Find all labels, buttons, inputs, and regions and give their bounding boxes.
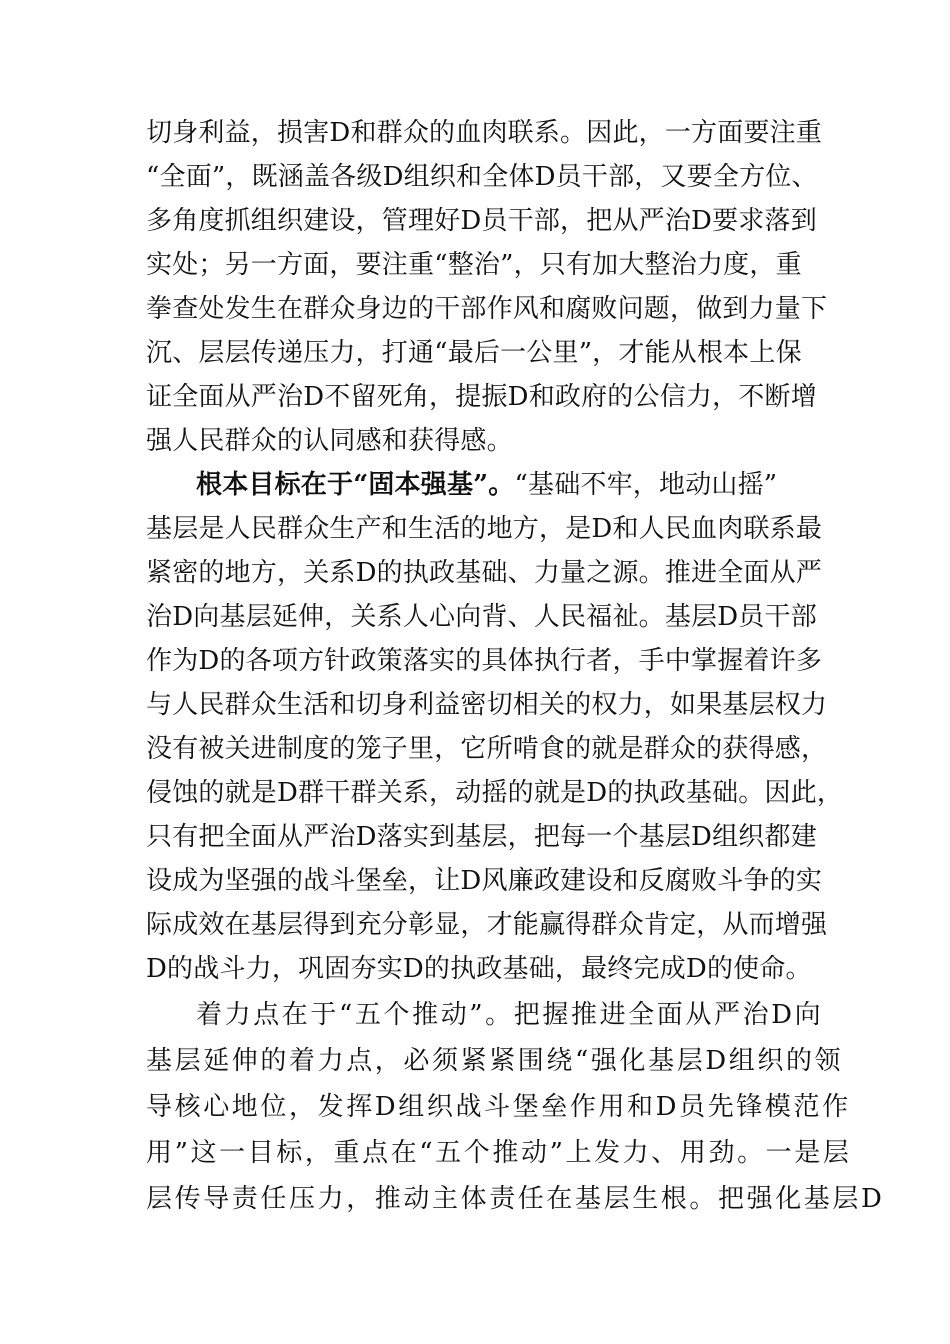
paragraph2-line-3: 紧密的地方，关系D的执政基础、力量之源。推进全面从严 — [146, 558, 823, 588]
paragraph1-line-8: 强人民群众的认同感和获得感。 — [146, 426, 513, 456]
paragraph2-line-8: 侵蚀的就是D群干群关系，动摇的就是D的执政基础。因此， — [146, 778, 844, 808]
paragraph1-line-1: 切身利益，损害D和群众的血肉联系。因此，一方面要注重 — [146, 118, 823, 148]
paragraph2-line-12: D的战斗力，巩固夯实D的执政基础，最终完成D的使命。 — [146, 954, 812, 984]
paragraph1-line-6: 沉、层层传递压力，打通“最后一公里”，才能从根本上保 — [146, 338, 802, 368]
paragraph2-first-line-text: “基础不牢，地动山摇” — [514, 470, 778, 500]
paragraph2-line-11: 际成效在基层得到充分彰显，才能赢得群众肯定，从而增强 — [146, 910, 828, 940]
paragraph3-line-3: 导核心地位，发挥D组织战斗堡垒作用和D员先锋模范作 — [146, 1092, 851, 1122]
paragraph3-line-1: 着力点在于“五个推动”。把握推进全面从严治D向 — [196, 1000, 824, 1030]
paragraph2-line-9: 只有把全面从严治D落实到基层，把每一个基层D组织都建 — [146, 822, 817, 852]
paragraph1-line-5: 拳查处发生在群众身边的干部作风和腐败问题，做到力量下 — [146, 294, 828, 324]
paragraph1-line-3: 多角度抓组织建设，管理好D员干部，把从严治D要求落到 — [146, 206, 817, 236]
paragraph2-line-2: 基层是人民群众生产和生活的地方，是D和人民血肉联系最 — [146, 514, 823, 544]
paragraph1-line-7: 证全面从严治D不留死角，提振D和政府的公信力，不断增 — [146, 382, 817, 412]
paragraph1-line-4: 实处；另一方面，要注重“整治”，只有加大整治力度，重 — [146, 250, 802, 280]
paragraph3-line-4: 用”这一目标，重点在“五个推动”上发力、用劲。一是层 — [146, 1138, 852, 1168]
paragraph2-line-7: 没有被关进制度的笼子里，它所啃食的就是群众的获得感， — [146, 734, 828, 764]
paragraph1-line-2: “全面”，既涵盖各级D组织和全体D员干部，又要全方位、 — [146, 162, 818, 192]
paragraph2-line-5: 作为D的各项方针政策落实的具体执行者，手中掌握着许多 — [146, 646, 823, 676]
paragraph2-first-line — [196, 470, 836, 500]
paragraph2-heading: 根本目标在于“固本强基”。 — [196, 470, 515, 500]
paragraph2-line-10: 设成为坚强的战斗堡垒，让D风廉政建设和反腐败斗争的实 — [146, 866, 823, 896]
paragraph2-line-6: 与人民群众生活和切身利益密切相关的权力，如果基层权力 — [146, 690, 828, 720]
paragraph3-line-5: 层传导责任压力，推动主体责任在基层生根。把强化基层D — [146, 1184, 885, 1214]
paragraph3-line-2: 基层延伸的着力点，必须紧紧围绕“强化基层D组织的领 — [146, 1046, 844, 1076]
paragraph2-line-4: 治D向基层延伸，关系人心向背、人民福祉。基层D员干部 — [146, 602, 817, 632]
